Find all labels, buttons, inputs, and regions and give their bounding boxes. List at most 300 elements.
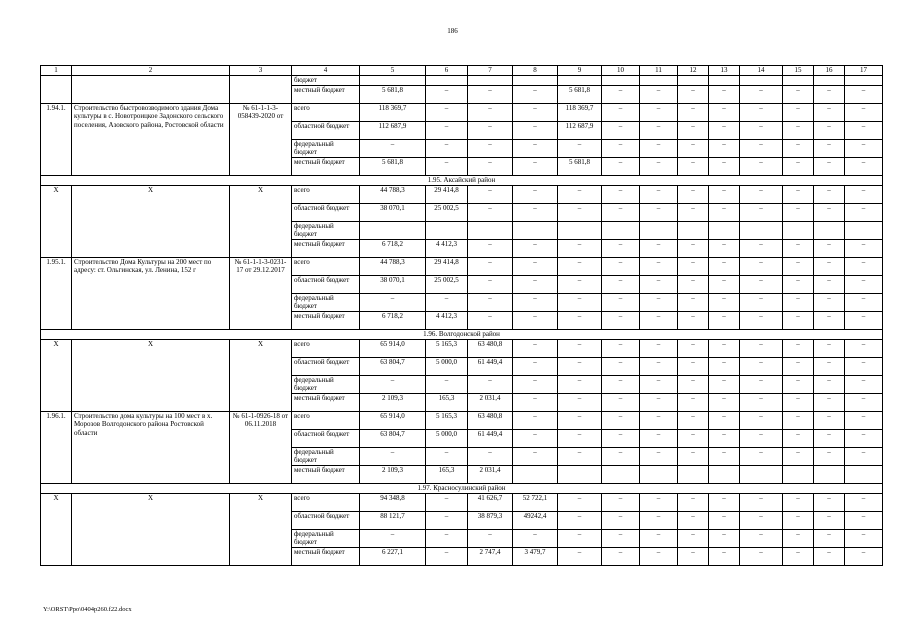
budget-value-cell: – [814,375,845,393]
budget-value-cell: – [814,357,845,375]
budget-value-cell: – [845,511,883,529]
budget-value-cell: – [783,493,814,511]
budget-value-cell: – [740,375,783,393]
budget-value-cell: – [640,357,678,375]
section-1-95-total-row [41,185,883,203]
budget-value-cell: – [814,157,845,175]
budget-value-cell: – [513,121,558,139]
budget-value-cell [360,76,426,86]
budget-value-cell: – [468,375,513,393]
budget-value-cell: – [814,339,845,357]
budget-value-cell: – [640,447,678,465]
budget-value-cell: – [740,185,783,203]
budget-value-cell [426,221,468,239]
budget-value-cell: – [678,85,709,103]
budget-type-label: федеральный бюджет [292,447,360,465]
budget-value-cell: 5 681,8 [558,157,602,175]
budget-value-cell: – [558,185,602,203]
budget-value-cell [709,76,740,86]
budget-value-cell: – [640,239,678,257]
budget-value-cell: – [709,311,740,329]
column-number-header: 9 [558,66,602,76]
budget-value-cell: – [814,293,845,311]
budget-value-cell: – [678,121,709,139]
budget-value-cell: – [783,185,814,203]
budget-value-cell: – [709,511,740,529]
budget-value-cell: – [814,257,845,275]
budget-value-cell [740,76,783,86]
budget-value-cell: 5 681,8 [360,157,426,175]
item-number: 1.94.1. [41,103,72,175]
budget-value-cell: 65 914,0 [360,339,426,357]
budget-value-cell: – [845,547,883,565]
x-mark: Х [230,339,292,411]
column-number-header: 17 [845,66,883,76]
budget-value-cell [814,465,845,483]
budget-value-cell: – [709,157,740,175]
budget-type-label: всего [292,339,360,357]
item-number: 1.96.1. [41,411,72,483]
budget-value-cell: 49242,4 [513,511,558,529]
budget-value-cell: – [740,257,783,275]
budget-value-cell: – [558,357,602,375]
budget-type-label: местный бюджет [292,239,360,257]
budget-value-cell: 4 412,3 [426,239,468,257]
section-title: 1.96. Волгодонской район [41,329,883,339]
budget-value-cell: – [426,447,468,465]
budget-value-cell: – [640,185,678,203]
budget-value-cell: – [426,547,468,565]
budget-value-cell: – [513,139,558,157]
budget-value-cell: – [558,239,602,257]
budget-value-cell: – [814,529,845,547]
budget-value-cell: – [640,139,678,157]
budget-value-cell: – [845,393,883,411]
budget-value-cell: – [513,429,558,447]
budget-type-label: всего [292,493,360,511]
budget-value-cell: – [709,203,740,221]
budget-value-cell [513,221,558,239]
budget-value-cell [602,465,640,483]
budget-value-cell: – [602,275,640,293]
budget-value-cell [783,465,814,483]
continued-row [41,76,883,86]
budget-value-cell: – [678,511,709,529]
budget-value-cell: 2 747,4 [468,547,513,565]
budget-value-cell: – [814,275,845,293]
budget-value-cell: – [640,547,678,565]
column-number-header: 11 [640,66,678,76]
budget-value-cell: 118 369,7 [360,103,426,121]
budget-value-cell: 5 165,3 [426,411,468,429]
budget-value-cell: – [640,203,678,221]
budget-value-cell: – [783,529,814,547]
budget-value-cell: – [814,493,845,511]
budget-value-cell: – [426,139,468,157]
budget-value-cell: 38 070,1 [360,203,426,221]
budget-value-cell: – [468,275,513,293]
budget-value-cell: – [513,157,558,175]
column-number-header: 1 [41,66,72,76]
budget-value-cell: – [640,85,678,103]
budget-value-cell [426,76,468,86]
budget-value-cell: – [640,429,678,447]
budget-value-cell: 4 412,3 [426,311,468,329]
budget-type-label: всего [292,257,360,275]
column-number-header: 10 [602,66,640,76]
budget-value-cell: – [602,103,640,121]
budget-value-cell: – [602,185,640,203]
budget-value-cell: – [640,375,678,393]
budget-value-cell: – [678,139,709,157]
budget-value-cell: 41 626,7 [468,493,513,511]
budget-value-cell: – [513,447,558,465]
budget-value-cell: – [709,339,740,357]
budget-value-cell: – [709,411,740,429]
budget-value-cell: – [709,293,740,311]
empty-cell [230,76,292,104]
item-description: Строительство Дома Культуры на 200 мест по адресу: ст. Ольгинская, ул. Ленина, 152 г [72,257,230,329]
budget-value-cell: – [709,257,740,275]
budget-value-cell: – [678,275,709,293]
budget-value-cell: 2 109,3 [360,465,426,483]
budget-value-cell: – [468,203,513,221]
budget-value-cell: – [513,293,558,311]
budget-value-cell: – [783,103,814,121]
budget-value-cell: – [845,357,883,375]
budget-value-cell: – [513,357,558,375]
budget-value-cell: – [426,375,468,393]
budget-value-cell: – [709,529,740,547]
budget-value-cell: – [783,257,814,275]
budget-value-cell: – [602,357,640,375]
budget-value-cell: – [602,139,640,157]
budget-value-cell: – [558,275,602,293]
budget-value-cell: – [678,257,709,275]
budget-value-cell [513,465,558,483]
budget-type-label: федеральный бюджет [292,139,360,157]
budget-value-cell: – [845,339,883,357]
budget-value-cell: – [678,157,709,175]
budget-value-cell: – [709,547,740,565]
budget-value-cell: – [678,339,709,357]
budget-value-cell: – [845,203,883,221]
budget-value-cell: – [845,185,883,203]
budget-value-cell: – [558,447,602,465]
budget-value-cell: – [678,185,709,203]
x-mark: Х [72,493,230,565]
budget-value-cell: – [740,311,783,329]
budget-value-cell: – [709,447,740,465]
budget-table [40,65,883,566]
x-mark: Х [230,185,292,257]
budget-value-cell: – [468,239,513,257]
budget-type-label: местный бюджет [292,547,360,565]
budget-value-cell: 63 480,8 [468,411,513,429]
budget-type-label: областной бюджет [292,429,360,447]
budget-value-cell: – [360,139,426,157]
section-heading-row [41,329,883,339]
budget-value-cell: 52 722,1 [513,493,558,511]
x-mark: Х [72,339,230,411]
x-mark: Х [230,493,292,565]
budget-value-cell: – [468,529,513,547]
budget-value-cell [468,76,513,86]
budget-value-cell: 5 681,8 [558,85,602,103]
column-number-header: 12 [678,66,709,76]
budget-value-cell: – [740,429,783,447]
budget-value-cell: – [845,275,883,293]
budget-value-cell: 29 414,8 [426,185,468,203]
budget-value-cell [558,221,602,239]
budget-value-cell: 61 449,4 [468,429,513,447]
budget-value-cell: – [468,293,513,311]
budget-value-cell: – [845,139,883,157]
budget-value-cell: – [640,393,678,411]
budget-value-cell: 118 369,7 [558,103,602,121]
budget-value-cell: 3 479,7 [513,547,558,565]
budget-value-cell: – [709,375,740,393]
budget-value-cell: – [426,529,468,547]
budget-value-cell: – [468,185,513,203]
budget-value-cell: 25 002,5 [426,203,468,221]
column-number-header: 8 [513,66,558,76]
budget-value-cell: 44 788,3 [360,185,426,203]
budget-value-cell: – [783,275,814,293]
column-number-header: 3 [230,66,292,76]
column-number-header: 4 [292,66,360,76]
budget-value-cell: – [740,103,783,121]
x-mark: Х [41,339,72,411]
budget-value-cell: – [709,393,740,411]
budget-value-cell: – [783,447,814,465]
budget-value-cell: – [558,493,602,511]
budget-value-cell: – [845,529,883,547]
budget-value-cell: 63 480,8 [468,339,513,357]
budget-value-cell: – [602,121,640,139]
budget-value-cell: – [602,447,640,465]
budget-value-cell: – [709,85,740,103]
budget-value-cell: – [783,547,814,565]
item-description: Строительство дома культуры на 100 мест в х. Морозов Волгодонского района Ростовской области [72,411,230,483]
budget-value-cell: – [678,529,709,547]
budget-type-label: областной бюджет [292,121,360,139]
budget-value-cell: – [602,311,640,329]
budget-value-cell: – [740,293,783,311]
budget-value-cell: – [783,429,814,447]
budget-value-cell: – [468,103,513,121]
budget-value-cell [678,76,709,86]
budget-value-cell: – [814,511,845,529]
budget-value-cell: – [740,411,783,429]
budget-value-cell: – [602,411,640,429]
budget-value-cell: – [602,375,640,393]
budget-value-cell: – [602,293,640,311]
budget-value-cell: – [558,311,602,329]
budget-value-cell [678,465,709,483]
budget-value-cell: – [640,493,678,511]
budget-value-cell: – [709,103,740,121]
budget-value-cell [783,76,814,86]
budget-value-cell: – [513,85,558,103]
budget-value-cell: – [640,339,678,357]
budget-type-label: областной бюджет [292,203,360,221]
budget-value-cell: 2 031,4 [468,465,513,483]
budget-value-cell: – [740,493,783,511]
budget-value-cell: – [513,203,558,221]
budget-type-label: местный бюджет [292,465,360,483]
budget-value-cell: – [814,411,845,429]
budget-value-cell: – [709,239,740,257]
budget-value-cell: – [360,293,426,311]
budget-value-cell: 38 070,1 [360,275,426,293]
budget-value-cell: – [740,203,783,221]
budget-value-cell: 63 804,7 [360,357,426,375]
budget-value-cell: – [640,511,678,529]
page-number: 186 [447,27,458,35]
budget-value-cell [814,76,845,86]
budget-value-cell: – [513,411,558,429]
column-number-header: 16 [814,66,845,76]
budget-value-cell: – [814,311,845,329]
budget-value-cell: – [558,511,602,529]
budget-value-cell: – [602,393,640,411]
budget-value-cell: – [783,293,814,311]
budget-type-label: местный бюджет [292,157,360,175]
x-mark: Х [72,185,230,257]
budget-value-cell: – [426,103,468,121]
budget-value-cell: – [783,311,814,329]
budget-value-cell: – [814,239,845,257]
budget-value-cell: 63 804,7 [360,429,426,447]
budget-value-cell: – [678,103,709,121]
budget-value-cell: – [740,339,783,357]
column-number-header: 5 [360,66,426,76]
budget-value-cell: – [740,85,783,103]
budget-value-cell: – [740,157,783,175]
budget-value-cell: – [640,411,678,429]
budget-value-cell: – [468,121,513,139]
budget-value-cell: – [845,429,883,447]
budget-value-cell: – [678,357,709,375]
budget-value-cell: – [602,339,640,357]
budget-value-cell: 6 227,1 [360,547,426,565]
budget-value-cell: – [783,139,814,157]
budget-value-cell [783,221,814,239]
budget-value-cell [845,465,883,483]
budget-value-cell: – [709,493,740,511]
budget-value-cell: – [678,447,709,465]
budget-value-cell: – [740,393,783,411]
budget-value-cell [602,76,640,86]
budget-value-cell [678,221,709,239]
budget-value-cell: 5 165,3 [426,339,468,357]
budget-type-label: всего [292,411,360,429]
budget-value-cell: 6 718,2 [360,311,426,329]
budget-value-cell: – [558,547,602,565]
budget-value-cell: 112 687,9 [360,121,426,139]
budget-value-cell: 94 348,8 [360,493,426,511]
footer-file-path: Y:\ORST\Ppo\0404p260.f22.docx [43,606,132,613]
budget-value-cell: – [845,447,883,465]
budget-value-cell: – [678,375,709,393]
column-number-header: 13 [709,66,740,76]
budget-value-cell: – [678,393,709,411]
budget-value-cell: – [783,411,814,429]
budget-value-cell: – [783,511,814,529]
budget-value-cell: – [513,529,558,547]
budget-value-cell: – [513,375,558,393]
item-number: 1.95.1. [41,257,72,329]
budget-value-cell: – [783,157,814,175]
section-title: 1.97. Красносулинский район [41,483,883,493]
budget-value-cell: – [740,121,783,139]
budget-value-cell: – [426,121,468,139]
budget-type-label: федеральный бюджет [292,221,360,239]
budget-value-cell: – [640,157,678,175]
budget-value-cell: 165,3 [426,465,468,483]
budget-value-cell: 5 000,0 [426,357,468,375]
column-number-header: 14 [740,66,783,76]
budget-value-cell: – [740,357,783,375]
budget-value-cell: – [845,311,883,329]
item-1-95-1-row [41,257,883,275]
budget-value-cell: – [814,103,845,121]
budget-type-label: федеральный бюджет [292,375,360,393]
budget-value-cell: – [513,311,558,329]
budget-value-cell: – [678,411,709,429]
budget-value-cell: 5 681,8 [360,85,426,103]
budget-value-cell: – [678,203,709,221]
budget-value-cell: – [783,239,814,257]
budget-value-cell: – [360,447,426,465]
budget-value-cell: – [426,511,468,529]
budget-value-cell [709,465,740,483]
budget-value-cell: – [740,139,783,157]
section-heading-row [41,483,883,493]
budget-value-cell: – [602,85,640,103]
budget-value-cell: – [468,157,513,175]
budget-value-cell: – [845,411,883,429]
budget-value-cell: – [558,293,602,311]
item-1-94-1-row [41,103,883,121]
budget-value-cell: – [678,293,709,311]
budget-value-cell: – [740,547,783,565]
budget-value-cell: 44 788,3 [360,257,426,275]
budget-value-cell: – [783,393,814,411]
section-heading-row [41,175,883,185]
budget-value-cell: – [814,203,845,221]
item-document-ref: № 61-1-1-3-058439-2020 от [230,103,292,175]
budget-value-cell: – [602,547,640,565]
budget-value-cell: 2 031,4 [468,393,513,411]
budget-type-label: областной бюджет [292,275,360,293]
budget-value-cell: – [513,239,558,257]
budget-value-cell [360,221,426,239]
budget-value-cell: – [845,85,883,103]
budget-value-cell: – [783,357,814,375]
budget-value-cell: – [783,339,814,357]
budget-value-cell: – [602,257,640,275]
budget-value-cell: – [783,203,814,221]
budget-value-cell: – [426,157,468,175]
budget-value-cell: – [640,293,678,311]
x-mark: Х [41,493,72,565]
budget-value-cell [740,465,783,483]
budget-value-cell: – [678,311,709,329]
budget-value-cell: – [814,393,845,411]
budget-value-cell: – [558,411,602,429]
